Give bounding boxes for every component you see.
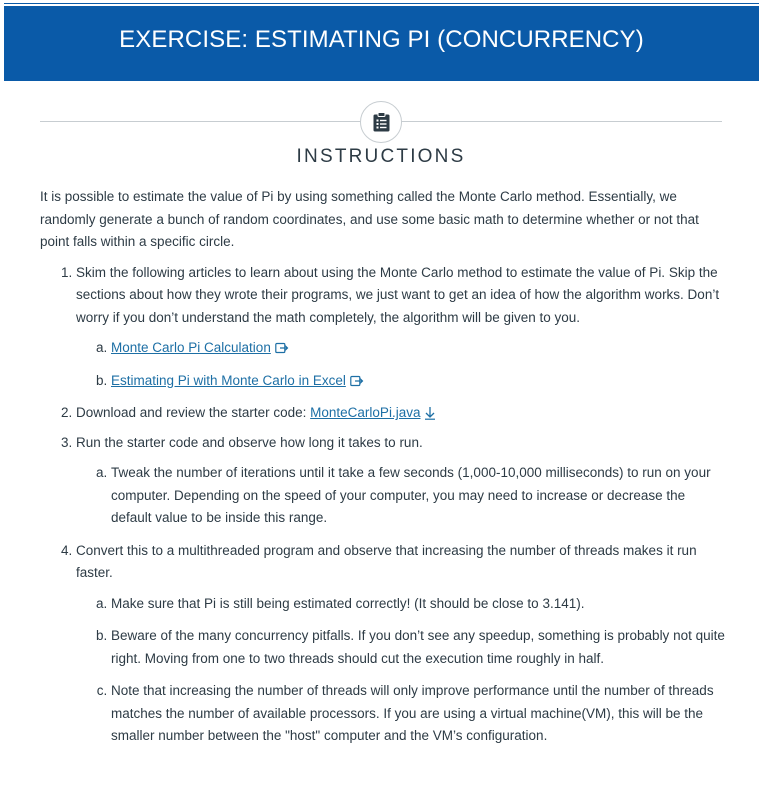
step-text: Run the starter code and observe how long it takes to run. [76, 434, 423, 450]
list-item [111, 370, 726, 393]
page-title: EXERCISE: ESTIMATING PI (CONCURRENCY) [119, 26, 644, 53]
step-text: Convert this to a multithreaded program and observe that increasing the number of threads makes it run faster. [76, 542, 697, 580]
list-item: c. Note that increasing the number of threads will only improve performance until the number of threads matches the number of available processors. If you are using a virtual machine(VM), this will be the smaller number between the "host" computer and the VM’s configuration. [111, 680, 726, 748]
sub-list [76, 593, 726, 748]
list-item: b. Beware of the many concurrency pitfalls. If you don’t see any speedup, something is probably not quite right. Moving from one to two threads should cut the execution time roughly in half. [111, 625, 726, 670]
estimating-pi-excel-link[interactable]: Estimating Pi with Monte Carlo in Excel [111, 372, 346, 388]
list-item [76, 402, 726, 425]
page-banner [4, 6, 759, 81]
sub-list [76, 337, 726, 392]
starter-code-download-link[interactable]: MonteCarloPi.java [310, 405, 421, 420]
download-icon [424, 406, 436, 420]
external-link-icon [275, 342, 289, 354]
steps-list [40, 262, 726, 748]
list-item [76, 262, 726, 393]
list-item: a. Make sure that Pi is still being estimated correctly! (It should be close to 3.141). [111, 593, 726, 616]
list-item [76, 540, 726, 748]
sub-list [76, 462, 726, 530]
clipboard-list-icon [373, 112, 390, 132]
step-text: Skim the following articles to learn about using the Monte Carlo method to estimate the value of Pi. Skip the sections about how they wrote their programs, we just want to get an idea of how the algorithm works. Don’t worry if you don’t understand the math completely, the algorithm will be given to you. [76, 264, 720, 325]
section-heading: INSTRUCTIONS [296, 146, 466, 167]
external-link-icon [350, 375, 364, 387]
list-item [111, 337, 726, 360]
section-icon-badge [360, 101, 402, 143]
step-text: Download and review the starter code: [76, 405, 307, 420]
monte-carlo-pi-calculation-link[interactable]: Monte Carlo Pi Calculation [111, 340, 271, 355]
intro-paragraph: It is possible to estimate the value of Pi by using something called the Monte Carlo method. Essentially, we randomly generate a bunch of random coordinates, and use some basic math to determine whether or not that point falls within a specific circle. [40, 189, 699, 249]
list-item [76, 432, 726, 530]
banner-top-rule [4, 3, 759, 4]
list-item: a. Tweak the number of iterations until it take a few seconds (1,000-10,000 milliseconds) to run on your computer. Depending on the speed of your computer, you may need to increase or decrease the default value to be inside this range. [111, 462, 726, 530]
instructions-content [40, 186, 726, 758]
